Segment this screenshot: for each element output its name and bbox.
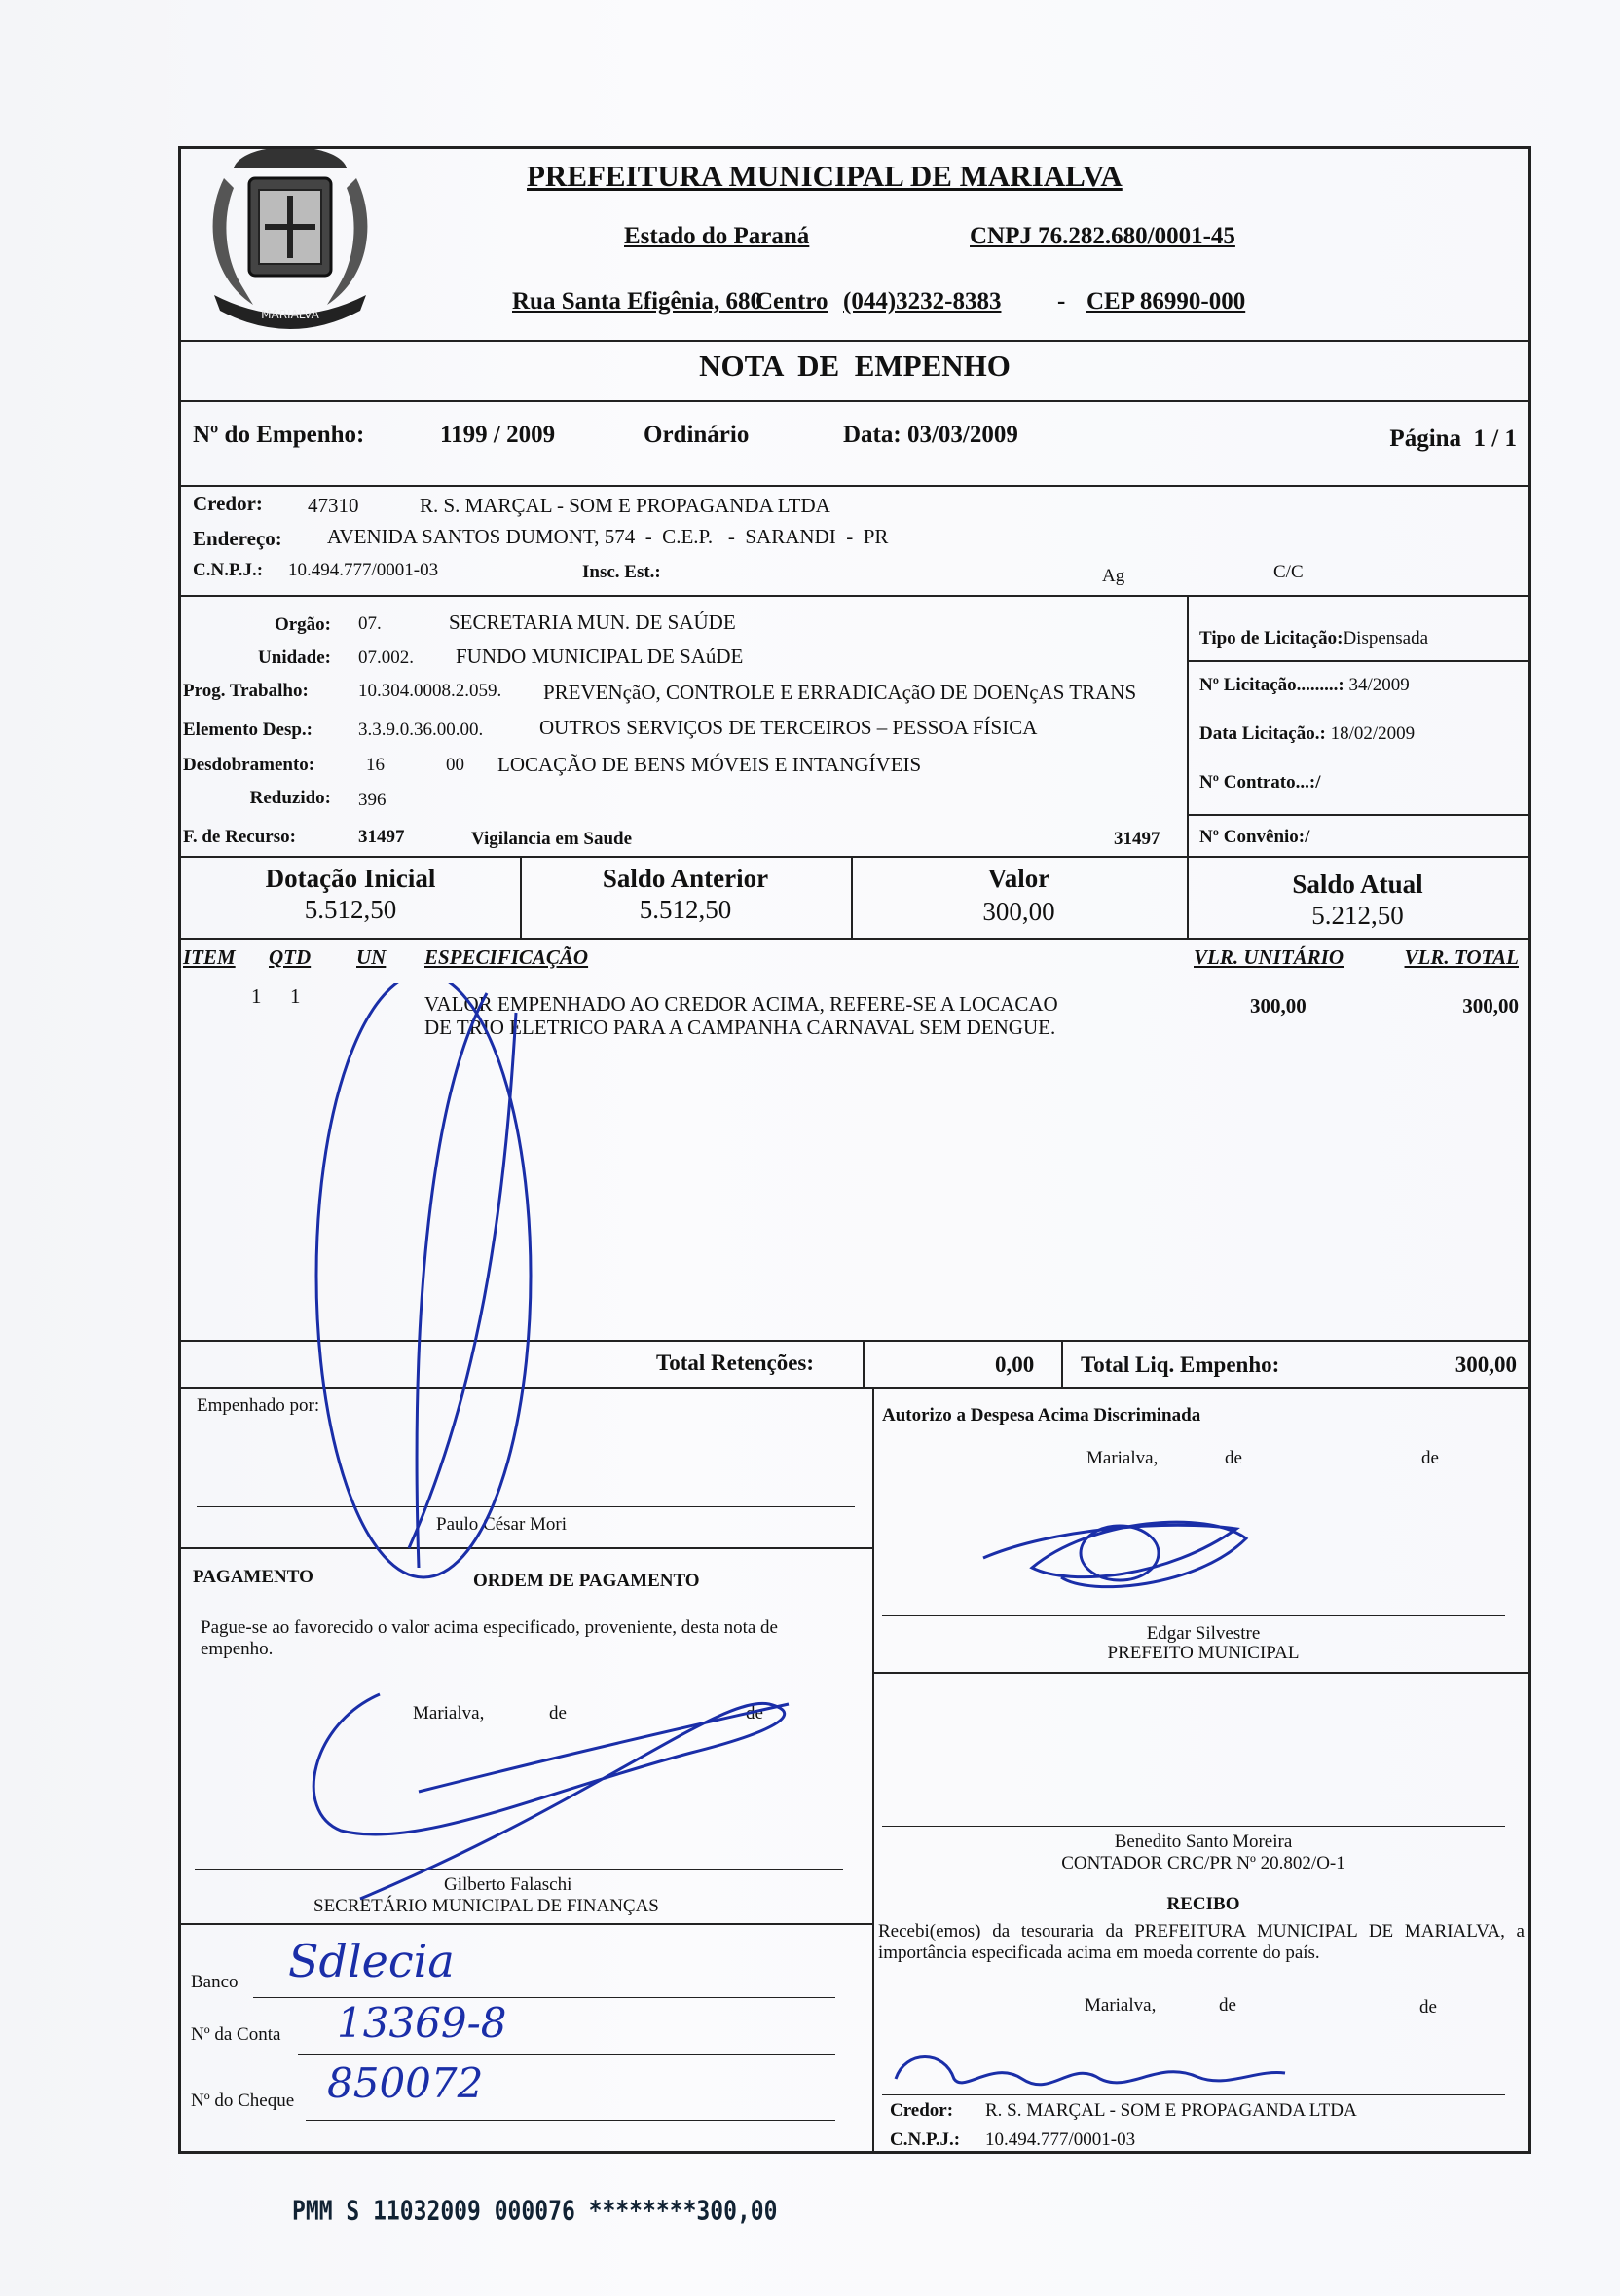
valor-label: Valor	[987, 864, 1050, 893]
saldo-anterior-value: 5.512,50	[639, 895, 732, 924]
account-label: C/C	[1273, 562, 1304, 582]
pague-se-text: Pague-se ao favorecido o valor acima especificado, proveniente, desta nota de empenho.	[201, 1617, 778, 1659]
cep: CEP 86990-000	[1086, 288, 1246, 315]
col-valor-unitario: VLR. UNITÁRIO	[1194, 945, 1344, 969]
item-number: 1	[251, 984, 262, 1008]
desdobramento-name: LOCAÇÃO DE BENS MÓVEIS E INTANGÍVEIS	[497, 753, 922, 776]
total-retencoes-value: 0,00	[995, 1352, 1035, 1377]
secretario-name: Gilberto Falaschi	[444, 1874, 572, 1895]
elemento-name: OUTROS SERVIÇOS DE TERCEIROS – PESSOA FÍSICA	[539, 716, 1038, 739]
item-description-line1: VALOR EMPENHADO AO CREDOR ACIMA, REFERE-SE A LOCACAO	[424, 992, 1058, 1016]
elemento-label: Elemento Desp.:	[183, 720, 313, 740]
creditor-label: Credor:	[193, 492, 263, 515]
col-valor-total: VLR. TOTAL	[1404, 945, 1519, 969]
col-un: UN	[356, 945, 387, 969]
dotacao-value: 5.512,50	[304, 895, 397, 924]
ordem-city: Marialva,	[413, 1703, 485, 1723]
recibo-credor-name: R. S. MARÇAL - SOM E PROPAGANDA LTDA	[985, 2100, 1357, 2121]
prefeito-title: PREFEITO MUNICIPAL	[1107, 1643, 1300, 1663]
col-qtd: QTD	[269, 945, 312, 969]
orgao-code: 07.	[358, 613, 382, 634]
prog-code: 10.304.0008.2.059.	[358, 681, 502, 701]
contador-name: Benedito Santo Moreira	[1114, 1832, 1293, 1852]
dotacao-label: Dotação Inicial	[265, 864, 436, 893]
svg-text:MARIALVA: MARIALVA	[261, 308, 319, 321]
ordem-pagamento-label: ORDEM DE PAGAMENTO	[473, 1571, 700, 1591]
unidade-code: 07.002.	[358, 648, 414, 668]
recurso-code-2: 31497	[1114, 829, 1160, 849]
agency-label: Ag	[1102, 566, 1125, 586]
recibo-cnpj: 10.494.777/0001-03	[985, 2129, 1136, 2150]
autorizo-de-1: de	[1225, 1448, 1242, 1468]
creditor-code: 47310	[308, 494, 359, 517]
convenio-number: Nº Convênio:/	[1199, 827, 1310, 847]
recibo-city: Marialva,	[1085, 1995, 1157, 2016]
district: Centro	[755, 288, 828, 315]
licitacao-type-label: Tipo de Licitação:Dispensada	[1199, 628, 1429, 648]
item-unit-value: 300,00	[1250, 994, 1307, 1018]
ordem-de-2: de	[746, 1703, 763, 1723]
cheque-handwritten: 850072	[327, 2059, 484, 2107]
creditor-cnpj: 10.494.777/0001-03	[288, 560, 439, 580]
reduzido-label: Reduzido:	[249, 788, 331, 808]
empenho-type: Ordinário	[644, 422, 750, 448]
recibo-de-1: de	[1219, 1995, 1236, 2016]
banco-label: Banco	[191, 1972, 239, 1992]
address-label: Endereço:	[193, 527, 282, 550]
nota-de-empenho-form	[178, 146, 1531, 2154]
desdobramento-label: Desdobramento:	[183, 755, 315, 775]
recibo-credor-label: Credor:	[890, 2100, 954, 2121]
desdobramento-a: 16	[366, 755, 385, 775]
empenhado-por-label: Empenhado por:	[197, 1395, 320, 1416]
orgao-name: SECRETARIA MUN. DE SAÚDE	[449, 611, 736, 634]
recibo-de-2: de	[1419, 1997, 1437, 2018]
document-title: NOTA DE EMPENHO	[699, 349, 1011, 383]
creditor-name: R. S. MARÇAL - SOM E PROPAGANDA LTDA	[420, 494, 830, 517]
valor-value: 300,00	[982, 897, 1055, 926]
ordem-de-1: de	[549, 1703, 567, 1723]
contador-title: CONTADOR CRC/PR Nº 20.802/O-1	[1061, 1853, 1345, 1873]
empenho-date: Data: 03/03/2009	[843, 422, 1018, 448]
col-item: ITEM	[183, 945, 236, 969]
unidade-label: Unidade:	[258, 648, 331, 668]
cheque-label: Nº do Cheque	[191, 2091, 295, 2111]
saldo-anterior-label: Saldo Anterior	[602, 864, 769, 893]
secretario-title: SECRETÁRIO MUNICIPAL DE FINANÇAS	[313, 1896, 659, 1916]
empenho-number: 1199 / 2009	[440, 422, 556, 448]
cnpj-label: C.N.P.J.:	[193, 560, 264, 580]
orgao-label: Orgão:	[274, 614, 331, 635]
total-liquido-label: Total Liq. Empenho:	[1081, 1352, 1280, 1377]
total-retencoes-label: Total Retenções:	[656, 1351, 815, 1375]
conta-handwritten: 13369-8	[337, 1999, 507, 2047]
autorizo-city: Marialva,	[1086, 1448, 1159, 1468]
licitacao-number: Nº Licitação.........: 34/2009	[1199, 675, 1410, 695]
prog-name: PREVENçãO, CONTROLE E ERRADICAçãO DE DOENçAS TRANS	[543, 681, 1137, 704]
autorizo-text: Autorizo a Despesa Acima Discriminada	[882, 1405, 1201, 1426]
item-qtd: 1	[290, 984, 301, 1008]
page-number: Página 1 / 1	[1389, 426, 1517, 452]
total-liquido-value: 300,00	[1454, 1352, 1517, 1377]
item-description-line2: DE TRIO ELETRICO PARA A CAMPANHA CARNAVAL SEM DENGUE.	[424, 1016, 1056, 1039]
contract-number: Nº Contrato...:/	[1199, 772, 1321, 793]
licitacao-date: Data Licitação.: 18/02/2009	[1199, 723, 1416, 744]
pagamento-label: PAGAMENTO	[193, 1567, 313, 1587]
recurso-label: F. de Recurso:	[183, 827, 296, 847]
reduzido-value: 396	[358, 790, 387, 810]
phone: (044)3232-8383	[843, 288, 1002, 315]
state-name: Estado do Paraná	[624, 223, 810, 249]
recurso-name: Vigilancia em Saude	[471, 829, 633, 849]
elemento-code: 3.3.9.0.36.00.00.	[358, 720, 484, 740]
creditor-address: AVENIDA SANTOS DUMONT, 574 - C.E.P. - SARANDI - PR	[327, 525, 889, 548]
recibo-cnpj-label: C.N.P.J.:	[890, 2129, 961, 2150]
unidade-name: FUNDO MUNICIPAL DE SAúDE	[456, 645, 744, 668]
conta-label: Nº da Conta	[191, 2024, 281, 2045]
prog-label: Prog. Trabalho:	[183, 681, 309, 701]
saldo-atual-value: 5.212,50	[1311, 901, 1404, 930]
autorizo-de-2: de	[1421, 1448, 1439, 1468]
item-total-value: 300,00	[1462, 994, 1519, 1018]
street-address: Rua Santa Efigênia, 680	[512, 288, 762, 315]
saldo-atual-label: Saldo Atual	[1292, 870, 1423, 899]
prefeito-name: Edgar Silvestre	[1146, 1623, 1261, 1644]
recurso-code: 31497	[358, 827, 405, 847]
empenho-number-label: Nº do Empenho:	[193, 422, 365, 448]
desdobramento-b: 00	[446, 755, 464, 775]
state-registration-label: Insc. Est.:	[582, 562, 661, 582]
col-especificacao: ESPECIFICAÇÃO	[424, 945, 589, 969]
empenhado-por-name: Paulo César Mori	[436, 1514, 568, 1535]
cnpj-header: CNPJ 76.282.680/0001-45	[970, 223, 1235, 249]
address-separator: -	[1057, 288, 1066, 315]
prefeitura-title: PREFEITURA MUNICIPAL DE MARIALVA	[527, 159, 1123, 193]
banco-handwritten: Sdlecia	[288, 1935, 455, 1987]
machine-stamp: PMM S 11032009 000076 ********300,00	[292, 2196, 778, 2227]
recibo-text: Recebi(emos) da tesouraria da PREFEITURA MUNICIPAL DE MARIALVA, a importância especificada acima em moeda corrente do país.	[878, 1921, 1525, 1963]
recibo-title: RECIBO	[1166, 1894, 1240, 1914]
